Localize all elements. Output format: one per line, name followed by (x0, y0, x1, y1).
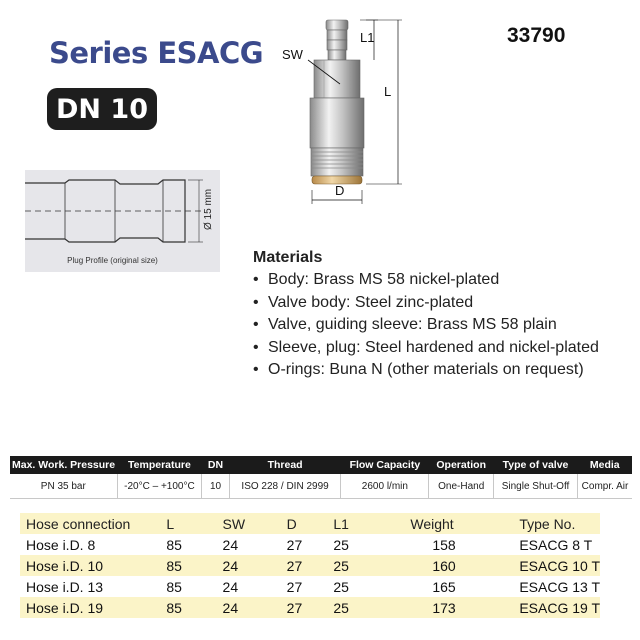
table-row (20, 534, 600, 555)
table-cell: ESACG 8 T (519, 536, 593, 553)
table-cell: -20°C – +100°C (117, 474, 202, 499)
column-header: Temperature (117, 456, 202, 474)
list-item (253, 337, 633, 360)
material-text: Sleeve, plug: Steel hardened and nickel-plated (268, 338, 599, 356)
table-cell: PN 35 bar (10, 474, 117, 499)
bullet: • (253, 293, 259, 311)
list-item (253, 359, 633, 382)
column-header: Operation (429, 456, 494, 474)
table-cell: 85 (166, 578, 182, 595)
table-cell: Hose i.D. 8 (26, 536, 96, 553)
table-header-row (10, 456, 632, 474)
table-cell: 2600 l/min (341, 474, 429, 499)
column-header: Thread (229, 456, 341, 474)
table-cell: Hose i.D. 13 (26, 578, 104, 595)
table-row (20, 597, 600, 618)
bullet: • (253, 271, 259, 288)
table-cell: 27 (286, 557, 303, 574)
list-item (253, 314, 633, 337)
material-text: Valve, guiding sleeve: Brass MS 58 plain (268, 316, 557, 334)
materials-section (253, 249, 633, 382)
table-cell: 173 (432, 599, 456, 616)
table-cell: Hose i.D. 19 (26, 599, 104, 616)
table-header-row (20, 513, 600, 534)
table-cell: 25 (333, 536, 349, 553)
table-row (20, 555, 600, 576)
column-header: Hose connection (26, 515, 131, 532)
bullet: • (253, 361, 259, 379)
table-row (10, 474, 632, 499)
plug-profile-caption: Plug Profile (original size) (67, 256, 158, 265)
column-header: Flow Capacity (341, 456, 429, 474)
l1-label: L1 (360, 30, 375, 45)
table-cell: 24 (222, 578, 239, 595)
materials-list (253, 269, 633, 382)
bullet: • (253, 316, 259, 334)
table-cell: 85 (166, 536, 182, 553)
l-label: L (384, 84, 392, 99)
table-cell: 165 (432, 578, 456, 595)
table-cell: Compr. Air (578, 474, 632, 499)
table-row (20, 576, 600, 597)
list-item (253, 292, 633, 315)
column-header: D (286, 515, 297, 532)
column-header: DN (202, 456, 230, 474)
spec-table (10, 456, 632, 499)
plug-profile-panel (25, 170, 220, 272)
materials-heading: Materials (253, 249, 323, 266)
table-cell: 24 (222, 557, 239, 574)
table-cell: ESACG 19 T (519, 599, 600, 616)
column-header: Type No. (519, 515, 576, 532)
article-number: 33790 (507, 24, 566, 47)
table-cell: 27 (286, 599, 303, 616)
table-cell: ISO 228 / DIN 2999 (229, 474, 341, 499)
column-header: SW (222, 515, 246, 532)
column-header: L (166, 515, 175, 532)
table-cell: 24 (222, 599, 239, 616)
column-header: Max. Work. Pressure (10, 456, 117, 474)
table-cell: 85 (166, 557, 182, 574)
table-cell: ESACG 13 T (519, 578, 600, 595)
hose-table (20, 513, 600, 618)
dn-badge: DN 10 (47, 88, 157, 130)
material-text: Valve body: Steel zinc-plated (268, 293, 474, 311)
table-cell: 25 (333, 557, 349, 574)
table-cell: One-Hand (429, 474, 494, 499)
table-cell: Hose i.D. 10 (26, 557, 104, 574)
diameter-label: Ø 15 mm (203, 188, 214, 230)
bullet: • (253, 338, 259, 356)
table-cell: 24 (222, 536, 239, 553)
series-title: Series ESACG (49, 36, 264, 70)
table-cell: Single Shut-Off (494, 474, 578, 499)
material-text: O-rings: Buna N (other materials on request) (268, 361, 584, 379)
sw-label: SW (282, 47, 303, 62)
table-cell: 27 (286, 578, 303, 595)
column-header: Weight (410, 515, 454, 532)
table-cell: 160 (432, 557, 456, 574)
column-header: L1 (333, 515, 349, 532)
table-cell: 158 (432, 536, 456, 553)
table-cell: 25 (333, 599, 349, 616)
table-cell: 25 (333, 578, 349, 595)
column-header: Media (578, 456, 632, 474)
table-cell: 85 (166, 599, 182, 616)
d-label: D (335, 183, 345, 198)
table-cell: 27 (286, 536, 303, 553)
column-header: Type of valve (494, 456, 578, 474)
list-item (253, 269, 633, 292)
table-cell: 10 (202, 474, 230, 499)
coupling-drawing (280, 12, 440, 212)
material-text: Body: Brass MS 58 nickel-plated (268, 271, 500, 288)
table-cell: ESACG 10 T (519, 557, 600, 574)
